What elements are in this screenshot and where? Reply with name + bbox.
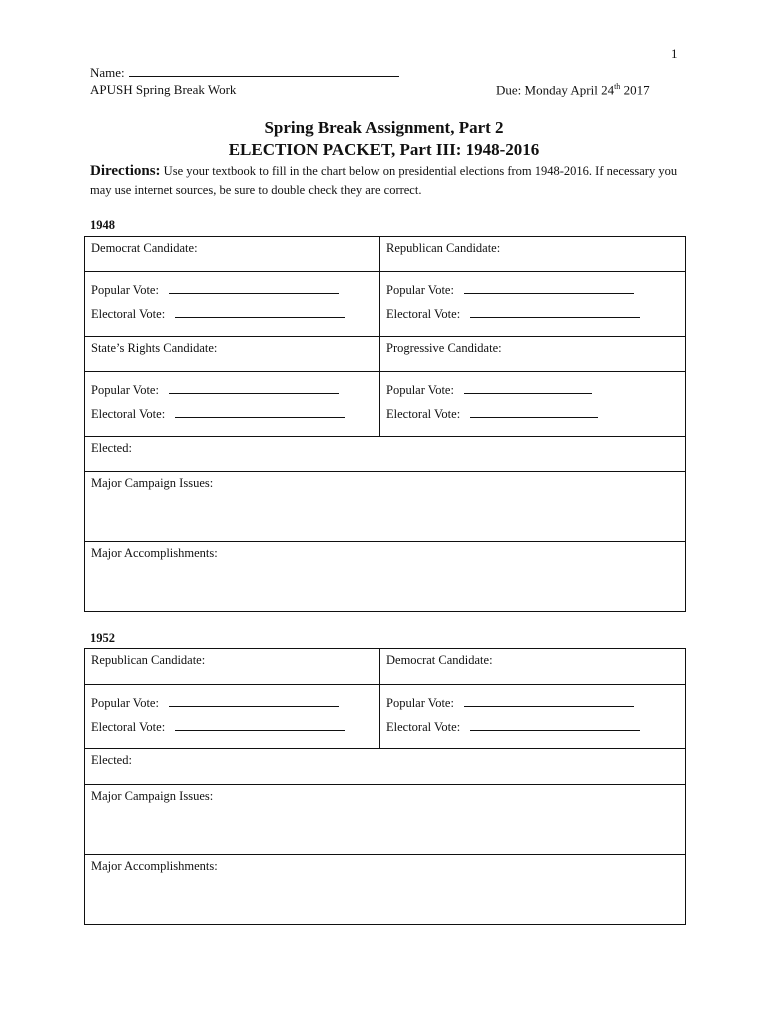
- candidate-label: Republican Candidate:: [91, 653, 206, 667]
- candidate-cell[interactable]: [85, 649, 380, 685]
- blank-line[interactable]: [464, 694, 634, 707]
- elected-cell[interactable]: [85, 749, 686, 785]
- candidate-label: Democrat Candidate:: [386, 653, 493, 667]
- packet-title: ELECTION PACKET, Part III: 1948-2016: [228, 140, 540, 159]
- candidate-label: Progressive Candidate:: [386, 341, 502, 355]
- due-text: Due: Monday April 24: [496, 82, 615, 98]
- election-table-1952: [84, 648, 686, 925]
- accomplishments-cell[interactable]: [85, 542, 686, 612]
- electoral-vote-label: Electoral Vote:: [91, 307, 166, 321]
- blank-line[interactable]: [169, 281, 339, 294]
- candidate-cell[interactable]: [85, 337, 380, 372]
- popular-vote-row[interactable]: [386, 280, 679, 300]
- blank-line[interactable]: [464, 381, 592, 394]
- electoral-vote-row[interactable]: [91, 404, 373, 424]
- name-field[interactable]: [90, 64, 399, 81]
- directions: [90, 162, 690, 200]
- blank-line[interactable]: [464, 281, 634, 294]
- accomplishments-cell[interactable]: [85, 855, 686, 925]
- vote-cell: [85, 685, 380, 749]
- name-blank-line[interactable]: [129, 64, 399, 77]
- vote-cell: [85, 272, 380, 337]
- electoral-vote-row[interactable]: [91, 717, 373, 737]
- electoral-vote-row[interactable]: [91, 304, 373, 324]
- blank-line[interactable]: [175, 305, 345, 318]
- elected-label: Elected:: [91, 753, 132, 767]
- popular-vote-label: Popular Vote:: [386, 696, 454, 710]
- candidate-cell[interactable]: [380, 337, 686, 372]
- popular-vote-row[interactable]: [386, 693, 679, 713]
- due-year: 2017: [620, 82, 650, 98]
- candidate-label: Republican Candidate:: [386, 241, 501, 255]
- blank-line[interactable]: [470, 718, 640, 731]
- popular-vote-row[interactable]: [91, 693, 373, 713]
- page-number: 1: [671, 46, 678, 61]
- campaign-issues-cell[interactable]: [85, 785, 686, 855]
- popular-vote-row[interactable]: [91, 380, 373, 400]
- accomplishments-label: Major Accomplishments:: [91, 546, 218, 560]
- blank-line[interactable]: [470, 405, 598, 418]
- directions-label: Directions:: [90, 163, 161, 179]
- popular-vote-row[interactable]: [386, 380, 679, 400]
- campaign-issues-cell[interactable]: [85, 472, 686, 542]
- elected-cell[interactable]: [85, 437, 686, 472]
- electoral-vote-label: Electoral Vote:: [91, 407, 166, 421]
- electoral-vote-row[interactable]: [386, 304, 679, 324]
- vote-cell: [380, 685, 686, 749]
- candidate-cell[interactable]: [380, 649, 686, 685]
- electoral-vote-label: Electoral Vote:: [91, 720, 166, 734]
- election-table-1948: [84, 236, 686, 612]
- blank-line[interactable]: [470, 305, 640, 318]
- electoral-vote-label: Electoral Vote:: [386, 407, 461, 421]
- candidate-label: State’s Rights Candidate:: [91, 341, 218, 355]
- electoral-vote-row[interactable]: [386, 717, 679, 737]
- year-1952-label: 1952: [90, 631, 115, 645]
- popular-vote-label: Popular Vote:: [386, 383, 454, 397]
- blank-line[interactable]: [175, 405, 345, 418]
- campaign-issues-label: Major Campaign Issues:: [91, 789, 214, 803]
- name-label: Name:: [90, 65, 125, 80]
- due-date: [496, 82, 650, 98]
- vote-cell: [380, 272, 686, 337]
- blank-line[interactable]: [169, 694, 339, 707]
- course-title: APUSH Spring Break Work: [90, 82, 237, 97]
- year-1948-label: 1948: [90, 218, 115, 232]
- popular-vote-label: Popular Vote:: [91, 383, 159, 397]
- assignment-title: Spring Break Assignment, Part 2: [264, 118, 504, 137]
- popular-vote-label: Popular Vote:: [386, 283, 454, 297]
- electoral-vote-label: Electoral Vote:: [386, 720, 461, 734]
- campaign-issues-label: Major Campaign Issues:: [91, 476, 214, 490]
- candidate-cell[interactable]: [380, 237, 686, 272]
- electoral-vote-label: Electoral Vote:: [386, 307, 461, 321]
- popular-vote-label: Popular Vote:: [91, 283, 159, 297]
- candidate-cell[interactable]: [85, 237, 380, 272]
- due-suffix: th: [614, 82, 621, 91]
- popular-vote-row[interactable]: [91, 280, 373, 300]
- vote-cell: [85, 372, 380, 437]
- elected-label: Elected:: [91, 441, 132, 455]
- blank-line[interactable]: [175, 718, 345, 731]
- directions-text: Use your textbook to fill in the chart below on presidential elections from 1948-2016. If necessary you may use internet sources, be sure to double check they are correct.: [90, 164, 678, 197]
- accomplishments-label: Major Accomplishments:: [91, 859, 218, 873]
- candidate-label: Democrat Candidate:: [91, 241, 198, 255]
- blank-line[interactable]: [169, 381, 339, 394]
- electoral-vote-row[interactable]: [386, 404, 679, 424]
- popular-vote-label: Popular Vote:: [91, 696, 159, 710]
- vote-cell: [380, 372, 686, 437]
